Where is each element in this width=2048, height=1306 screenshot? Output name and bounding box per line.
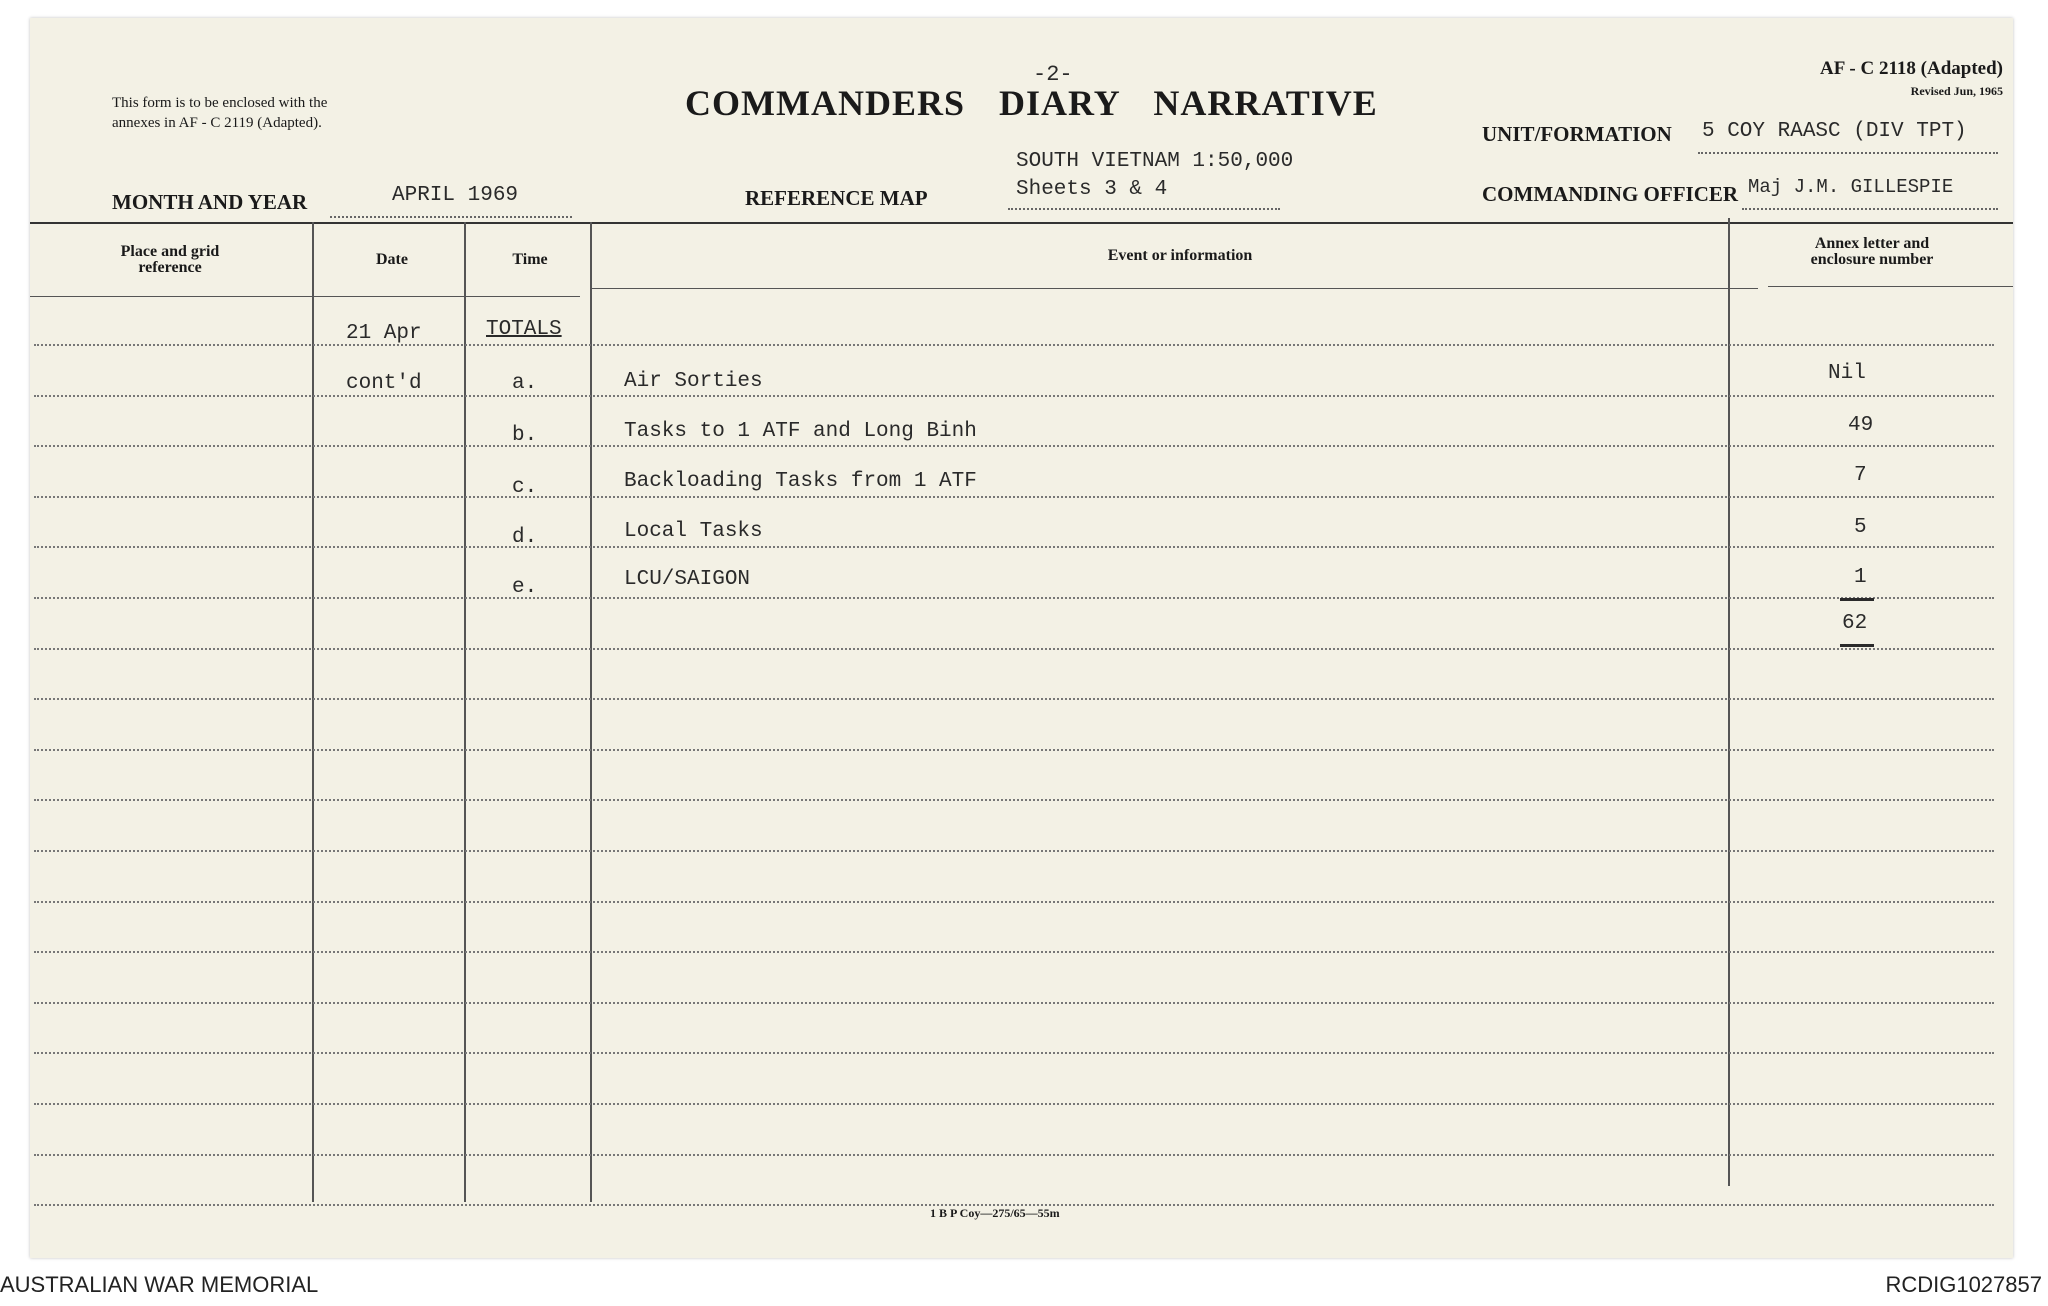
column-header-place-line-2: reference: [138, 259, 202, 276]
row-rule: [34, 698, 1994, 700]
commanding-officer-value: Maj J.M. GILLESPIE: [1748, 176, 1954, 198]
column-header-place-line-1: Place and grid: [120, 243, 220, 260]
row-5-time: d.: [512, 526, 538, 549]
archive-credit: AUSTRALIAN WAR MEMORIAL: [0, 1272, 319, 1297]
commanding-officer-field: [1742, 178, 1998, 210]
column-divider-place: [312, 222, 314, 1202]
row-2-time: a.: [512, 372, 538, 395]
row-rule: [34, 546, 1994, 548]
row-rule: [34, 1103, 1994, 1105]
row-5-event: Local Tasks: [624, 520, 763, 543]
row-3-annex: 49: [1848, 414, 1874, 437]
row-rule: [34, 901, 1994, 903]
row-rule: [34, 799, 1994, 801]
unit-value: 5 COY RAASC (DIV TPT): [1702, 120, 1967, 143]
month-year-value: APRIL 1969: [392, 184, 519, 207]
row-5-annex: 5: [1854, 516, 1867, 539]
row-rule: [34, 344, 1994, 346]
column-header-place: [90, 244, 250, 276]
row-rule: [34, 850, 1994, 852]
column-divider-time: [590, 222, 592, 1202]
row-4-event: Backloading Tasks from 1 ATF: [624, 470, 977, 493]
row-rule: [34, 445, 1994, 447]
total-rule: [1840, 644, 1874, 647]
column-header-event: Event or information: [1107, 247, 1253, 264]
column-header-date: Date: [376, 251, 408, 268]
notice-line-2: annexes in AF - C 2119 (Adapted).: [112, 115, 322, 131]
page-number: -2-: [1033, 62, 1073, 87]
table-top-rule: [30, 222, 2013, 224]
row-6-time: e.: [512, 576, 538, 599]
header-rule-event: [590, 288, 1758, 289]
printer-mark: 1 B P Coy—275/65—55m: [930, 1206, 1060, 1220]
enclosure-notice: [112, 93, 327, 133]
row-rule: [34, 1052, 1994, 1054]
unit-label: UNIT/FORMATION: [1482, 122, 1672, 146]
reference-map-label: REFERENCE MAP: [745, 186, 928, 210]
row-rule: [34, 749, 1994, 751]
row-rule: [34, 597, 1994, 599]
column-header-annex: [1740, 236, 2004, 268]
row-3-event: Tasks to 1 ATF and Long Binh: [624, 420, 977, 443]
row-1-date: 21 Apr: [346, 322, 422, 345]
row-rule: [34, 496, 1994, 498]
column-header-annex-line-2: enclosure number: [1810, 251, 1934, 268]
commanding-officer-label: COMMANDING OFFICER: [1482, 182, 1739, 206]
row-rule: [34, 951, 1994, 953]
revised-date: Revised Jun, 1965: [1910, 84, 2003, 98]
row-rule: [34, 395, 1994, 397]
reference-map-line-2: Sheets 3 & 4: [1016, 178, 1168, 201]
header-rule-annex: [1768, 286, 2013, 287]
row-6-event: LCU/SAIGON: [624, 568, 751, 591]
form-sheet: [30, 18, 2013, 1258]
column-header-time: Time: [512, 251, 548, 268]
row-1-time: TOTALS: [486, 318, 562, 341]
row-7-annex-total: 62: [1842, 612, 1868, 635]
column-divider-date: [464, 222, 466, 1202]
reference-map-field: [1008, 180, 1280, 210]
month-year-field: [330, 184, 572, 218]
column-header-annex-line-1: Annex letter and: [1814, 235, 1930, 252]
row-6-annex: 1: [1854, 566, 1867, 589]
row-rule: [34, 1002, 1994, 1004]
row-3-time: b.: [512, 424, 538, 447]
row-2-annex: Nil: [1828, 362, 1866, 385]
row-rule: [34, 1154, 1994, 1156]
notice-line-1: This form is to be enclosed with the: [112, 95, 328, 111]
month-year-label: MONTH AND YEAR: [112, 190, 308, 214]
column-divider-event: [1728, 218, 1730, 1186]
header-rule-left: [30, 296, 580, 297]
row-4-annex: 7: [1854, 464, 1867, 487]
row-rule: [34, 648, 1994, 650]
subtotal-rule: [1840, 598, 1874, 601]
unit-field: [1698, 120, 1998, 154]
archive-id: RCDIG1027857: [1885, 1272, 2042, 1297]
row-2-event: Air Sorties: [624, 370, 763, 393]
form-title: COMMANDERS DIARY NARRATIVE: [685, 83, 1378, 123]
row-2-date: cont'd: [346, 372, 422, 395]
reference-map-line-1: SOUTH VIETNAM 1:50,000: [1016, 150, 1294, 173]
form-number: AF - C 2118 (Adapted): [1820, 58, 2003, 79]
row-4-time: c.: [512, 476, 538, 499]
